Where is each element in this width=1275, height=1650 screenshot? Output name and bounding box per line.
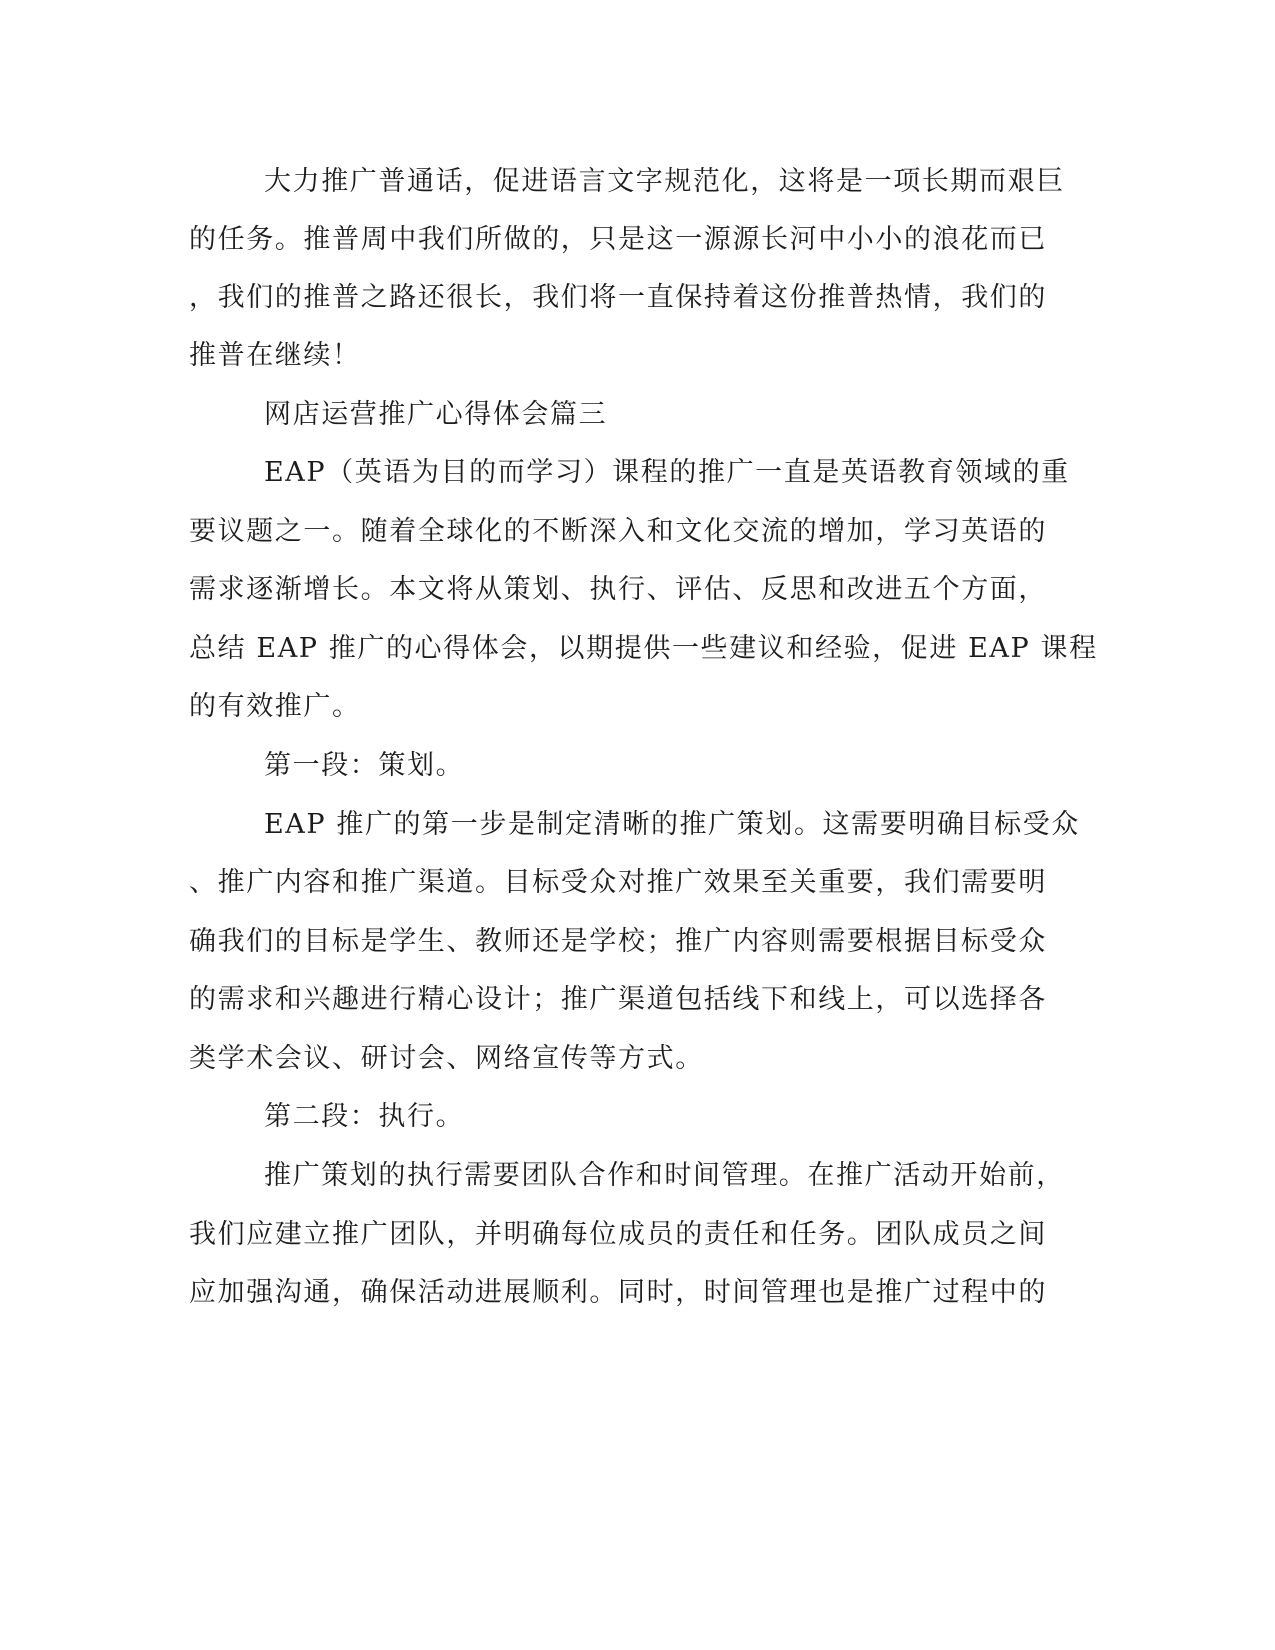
text-line: 推广策划的执行需要团队合作和时间管理。在推广活动开始前，	[264, 1160, 1065, 1191]
text-line: 类学术会议、研讨会、网络宣传等方式。	[189, 1043, 704, 1074]
text-line: 推普在继续！	[189, 340, 361, 371]
text-line: 我们应建立推广团队，并明确每位成员的责任和任务。团队成员之间	[189, 1219, 1047, 1250]
section-heading: 网店运营推广心得体会篇三	[264, 399, 608, 430]
text-line: 大力推广普通话，促进语言文字规范化，这将是一项长期而艰巨	[264, 166, 1065, 197]
text-line: 要议题之一。随着全球化的不断深入和文化交流的增加，学习英语的	[189, 516, 1047, 547]
text-line: 、推广内容和推广渠道。目标受众对推广效果至关重要，我们需要明	[189, 867, 1047, 898]
text-line: ，我们的推普之路还很长，我们将一直保持着这份推普热情，我们的	[189, 282, 1047, 313]
text-line: 的需求和兴趣进行精心设计；推广渠道包括线下和线上，可以选择各	[189, 984, 1047, 1015]
paragraph-heading: 第二段：执行。	[264, 1101, 465, 1132]
text-line: 需求逐渐增长。本文将从策划、执行、评估、反思和改进五个方面，	[189, 574, 1047, 605]
text-line: EAP 推广的第一步是制定清晰的推广策划。这需要明确目标受众	[264, 809, 1080, 840]
text-line: 的任务。推普周中我们所做的，只是这一源源长河中小小的浪花而已	[189, 224, 1047, 255]
text-line: 应加强沟通，确保活动进展顺利。同时，时间管理也是推广过程中的	[189, 1277, 1047, 1308]
text-line: 确我们的目标是学生、教师还是学校；推广内容则需要根据目标受众	[189, 926, 1047, 957]
text-line: 总结 EAP 推广的心得体会，以期提供一些建议和经验，促进 EAP 课程	[189, 633, 1098, 664]
paragraph-heading: 第一段：策划。	[264, 750, 465, 781]
text-line: 的有效推广。	[189, 691, 361, 722]
text-line: EAP（英语为目的而学习）课程的推广一直是英语教育领域的重	[264, 457, 1070, 488]
